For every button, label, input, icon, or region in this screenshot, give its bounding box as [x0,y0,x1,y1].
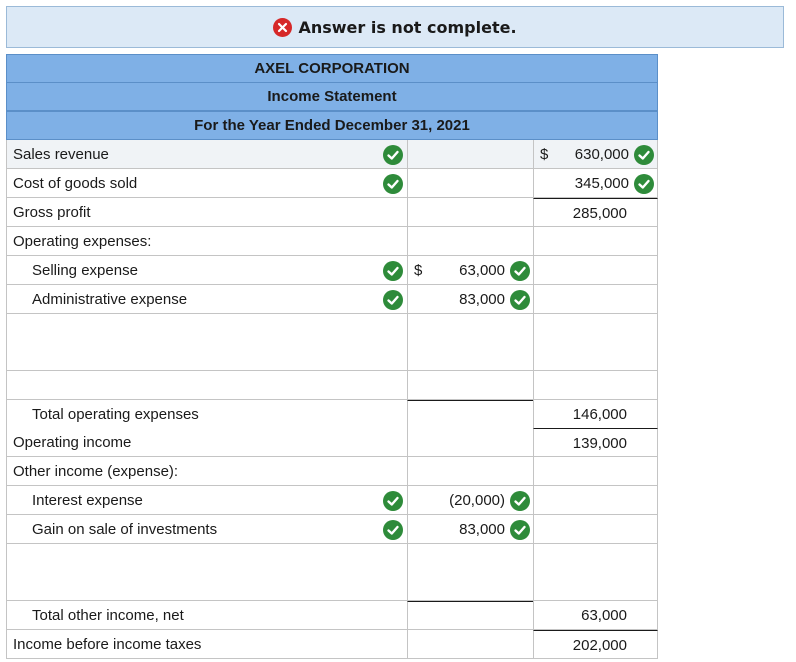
row-label: Total operating expenses [32,406,199,423]
label-cell[interactable] [6,314,407,343]
table-row-sales-revenue [6,140,658,169]
amount-input-cell[interactable] [407,342,533,371]
total-input-cell[interactable] [533,544,658,573]
amount-input-cell[interactable] [407,198,533,227]
total-input-cell[interactable] [533,486,658,515]
amount-input-cell[interactable] [407,227,533,256]
label-cell[interactable] [6,486,407,515]
table-row-operating-income [6,428,658,457]
table-row-other-income [6,457,658,486]
statement-title-header: Income Statement [6,82,658,111]
check-icon [383,261,403,281]
total-input-cell[interactable] [533,198,658,227]
total-input-cell[interactable] [533,601,658,630]
amount-input-cell[interactable] [407,572,533,601]
amount-input-cell[interactable] [407,486,533,515]
check-icon [510,491,530,511]
label-cell[interactable] [6,515,407,544]
total-input-cell[interactable] [533,285,658,314]
dollar-sign: $ [414,262,423,279]
cell-value: 83,000 [459,521,505,538]
row-label: Cost of goods sold [13,175,138,192]
company-name-header: AXEL CORPORATION [6,54,658,83]
total-input-cell[interactable] [533,630,658,659]
table-row-cogs [6,169,658,198]
check-icon [510,261,530,281]
amount-input-cell[interactable] [407,169,533,198]
amount-input-cell[interactable] [407,140,533,169]
x-circle-icon [273,18,292,37]
amount-input-cell[interactable] [407,371,533,400]
check-icon [383,491,403,511]
answer-status-text: Answer is not complete. [298,17,517,37]
check-icon [383,174,403,194]
label-cell[interactable] [6,544,407,573]
total-input-cell[interactable] [533,400,658,429]
check-icon [383,145,403,165]
amount-input-cell[interactable] [407,601,533,630]
row-label: Total other income, net [32,607,184,624]
row-label: Selling expense [32,262,138,279]
cell-value: 345,000 [574,175,629,192]
total-input-cell[interactable] [533,428,658,457]
answer-status-banner [6,6,784,48]
label-cell[interactable] [6,371,407,400]
cell-value: 63,000 [581,607,627,624]
label-cell[interactable] [6,457,407,486]
total-input-cell[interactable] [533,457,658,486]
table-row-gross-profit [6,198,658,227]
check-icon [383,290,403,310]
label-cell[interactable] [6,601,407,630]
label-cell[interactable] [6,198,407,227]
total-input-cell[interactable] [533,169,658,198]
table-row-gain-on-sale [6,515,658,544]
table-row-empty [6,544,658,573]
cell-value: 83,000 [459,291,505,308]
row-label: Interest expense [32,492,143,509]
label-cell[interactable] [6,342,407,371]
dollar-sign: $ [540,146,549,163]
label-cell[interactable] [6,630,407,659]
label-cell[interactable] [6,285,407,314]
label-cell[interactable] [6,400,407,429]
label-cell[interactable] [6,428,407,457]
row-label: Operating expenses: [13,233,152,250]
table-row-total-other-income [6,601,658,630]
cell-value: 139,000 [572,435,627,452]
label-cell[interactable] [6,572,407,601]
table-row-admin-expense [6,285,658,314]
amount-input-cell[interactable] [407,256,533,285]
label-cell[interactable] [6,227,407,256]
total-input-cell[interactable] [533,314,658,343]
total-input-cell[interactable] [533,342,658,371]
amount-input-cell[interactable] [407,400,533,429]
check-icon [510,520,530,540]
label-cell[interactable] [6,256,407,285]
total-input-cell[interactable] [533,140,658,169]
statement-period-header: For the Year Ended December 31, 2021 [6,111,658,140]
cell-value: (20,000) [449,492,505,509]
amount-input-cell[interactable] [407,457,533,486]
row-label: Sales revenue [13,146,109,163]
check-icon [510,290,530,310]
row-label: Administrative expense [32,291,188,308]
label-cell[interactable] [6,140,407,169]
row-label: Income before income taxes [13,636,202,653]
table-row-total-operating-expenses [6,400,658,429]
check-icon [383,520,403,540]
label-cell[interactable] [6,169,407,198]
cell-value: 285,000 [572,205,627,222]
amount-input-cell[interactable] [407,630,533,659]
row-label: Gross profit [13,204,91,221]
cell-value: 202,000 [572,637,627,654]
check-icon [634,174,654,194]
row-label: Gain on sale of investments [32,521,218,538]
total-input-cell[interactable] [533,515,658,544]
total-input-cell[interactable] [533,256,658,285]
total-input-cell[interactable] [533,572,658,601]
amount-input-cell[interactable] [407,544,533,573]
row-label: Other income (expense): [13,463,179,480]
cell-value: 63,000 [459,262,505,279]
amount-input-cell[interactable] [407,428,533,457]
amount-input-cell[interactable] [407,515,533,544]
amount-input-cell[interactable] [407,314,533,343]
table-row-operating-expenses [6,227,658,256]
cell-value: 146,000 [572,406,627,423]
check-icon [634,145,654,165]
table-row-empty [6,314,658,343]
table-row-empty [6,342,658,371]
table-row-income-before-taxes [6,630,658,659]
amount-input-cell[interactable] [407,285,533,314]
total-input-cell[interactable] [533,227,658,256]
total-input-cell[interactable] [533,371,658,400]
table-row-empty [6,371,658,400]
row-label: Operating income [13,434,132,451]
table-row-interest-expense [6,486,658,515]
cell-value: 630,000 [574,146,629,163]
table-row-empty [6,572,658,601]
table-row-selling-expense [6,256,658,285]
